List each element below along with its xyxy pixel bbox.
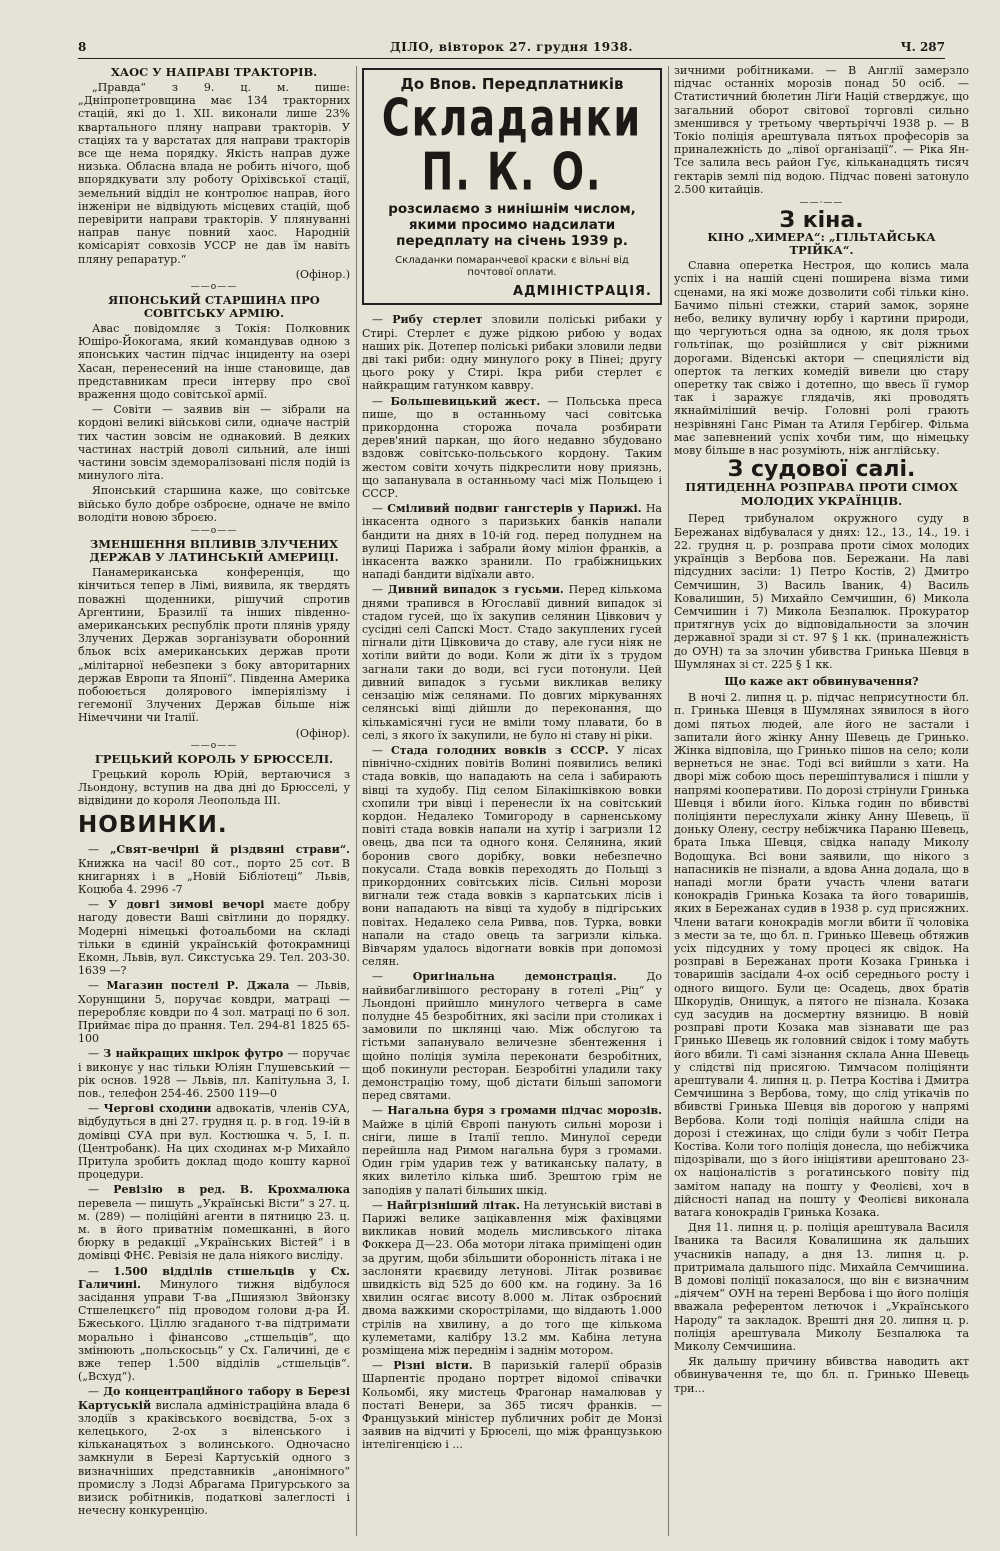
news-item-text: маєте добру нагоду довести Ваші світлини до порядку. Модерні німецькі фотоальбоми на складі тільки в єдиній українській фотокрамниці Екомн, Львів, вул. Сикстуська 29. Тел. 203-30. 1639 —? bbox=[78, 898, 350, 978]
news-item bbox=[78, 1102, 350, 1181]
item-dash: — bbox=[372, 1359, 394, 1373]
news-item-headline: До концентраційного табору в Березі Картуській bbox=[78, 1385, 350, 1412]
item-dash: — bbox=[88, 1385, 104, 1399]
news-item-text: зловили поліські рибаки у Стирі. Стерлет є дуже рідкою рибою у водах наших рік. Дотепер поліські рибаки зловили ледви дві такі риби: одну минулого року в Пінеі; другу цього року у Стирі. Ікра риби стерлет є найкращим гатунком каввру. bbox=[362, 313, 662, 393]
news-item-headline: Дивний випадок з гусьми. bbox=[387, 583, 564, 597]
news-item-text: — Польська преса пише, що в останньому часі совітська прикордонна сторожа почала розбирати дерев'яний паркан, що його недавно збудовано вздовж совітсько-польського кордону. Таким жестом совіти хочуть підкреслити нову приязнь, що запанувала в останньому часі між Польщею і СССР. bbox=[362, 394, 662, 501]
separator: ——o—— bbox=[190, 740, 238, 751]
article-paragraph: Перед трибуналом окружного суду в Бережанах відбувалася у днях: 12., 13., 14., 19. і 22. грудня ц. р. розправа проти сімох молодих українців з Вербова пов. Бережани. На лаві підсудних засіли: 1) Петро Костів, 2) Дмитро Семчишин, 3) Василь Іваник, 4) Василь Ковалишин, 5) Михайло Семчишин, 6) Микола Семчишин і 7) Микола Безпалюк. Прокуратор притягнув усіх до відповідальности за злочин державної зради зі ст. 97 § 1 кк. (приналежність до ОУН) та за злочин убивства Гринька Шевця в Шумлянах зі ст. 225 § 1 кк. bbox=[674, 512, 969, 671]
article-paragraph: Грецький король Юрій, вертаючися з Льондону, вступив на два дні до Брюсселі, у відвідини до короля Леопольда ІІІ. bbox=[78, 767, 350, 808]
news-item-headline: З найкращих шкірок футро bbox=[103, 1047, 284, 1061]
news-item bbox=[362, 1359, 662, 1451]
news-item-headline: У довгі зимові вечорі bbox=[108, 898, 265, 912]
news-item bbox=[362, 1199, 662, 1357]
news-item bbox=[362, 970, 662, 1102]
news-item bbox=[362, 583, 662, 741]
article-source: (Офінор.) bbox=[295, 267, 350, 281]
item-dash: — bbox=[88, 898, 109, 912]
news-item bbox=[78, 843, 350, 896]
article-paragraph: Дня 11. липня ц. р. поліція арештувала Василя Іваника та Василя Ковалишина як дальших учасників нападу, а дня 13. липня ц. р. притримала дальшого підс. Михайла Семчишина. В домові поліції показалося, що він є визначним „діячем“ ОУН на терені Вербова і що його поліція вважала референтом летючок і „Українського Народу“ та закладок. Врешті дня 20. липня ц. р. поліція арештувала Миколу Безпалюка та Миколу Семчишина. bbox=[674, 1221, 969, 1354]
subscription-notice-box bbox=[362, 68, 662, 305]
news-item-text: В паризькій галерії образів Шарпентіє продано портрет відомої співачки Кольомбі, яку мистець Фрагонар намалював у постаті Венери, за 365 тисяч франків. — Французький міністер публичних робіт де Монзі заявив на відчиті у Брюселі, що між французькою інтелігенцією і ... bbox=[362, 1359, 662, 1452]
news-item bbox=[78, 898, 350, 977]
issue-number: Ч. 287 bbox=[900, 40, 945, 54]
column-rule bbox=[668, 66, 669, 1536]
item-dash: — bbox=[372, 743, 392, 757]
column-right bbox=[674, 64, 969, 1544]
column-rule bbox=[356, 66, 357, 1536]
article-subheading: Що каже акт обвинувачення? bbox=[724, 674, 919, 688]
section-title-court: З судової салі. bbox=[727, 457, 916, 483]
news-item-text: перевела — пишуть „Українські Вісти“ з 27. ц. м. (289) — поліційні агенти в пятницю 23. ц. м. в його приватнім помешканні, в його бюрку в редакції „Українських Вістей“ і в домівці ФНЄ. Ревізія не дала ніякого висліду. bbox=[78, 1196, 350, 1263]
separator: ——·—— bbox=[799, 198, 844, 209]
article-paragraph: Як дальшу причину вбивства наводить акт обвинувачення те, що бл. п. Гринько Шевець три... bbox=[674, 1355, 969, 1395]
masthead-date: ДІЛО, вівторок 27. грудня 1938. bbox=[390, 40, 633, 54]
item-dash: — bbox=[88, 1264, 114, 1278]
news-item-text: Минулого тижня відбулося засідання управи Т-ва „Пшиязюл Звйонзку Стшелецкєго“ під проводом голови д-ра Й. Бжеського. Ціллю згаданого т-ва підтримати морально і фінансово „стшельців“, що змінюють „польскосьць“ у Сх. Галичині, де є вже тепер 1.500 відділів „стшельців“. („Всхуд“). bbox=[78, 1277, 350, 1384]
news-item-headline: Ревізію в ред. В. Крохмалюка bbox=[113, 1183, 350, 1197]
news-item-text: вислала адміністраційна влада 6 злодіїв з краківського воєвідства, 5-ох з келецького, 2-ох з віленського і кільканацятьох з волинського. Одночасно замкнули в Березі Картуській одного з визначніших представників „анонімного“ промислу з Лодзі Абрагама Пригурського за визиск робітників, податкові залеглості і нечесну конкуренцію. bbox=[78, 1398, 350, 1518]
item-dash: — bbox=[372, 1104, 388, 1118]
news-item bbox=[78, 979, 350, 1045]
article-title: ХАОС У НАПРАВІ ТРАКТОРІВ. bbox=[110, 65, 318, 79]
article-title: ЗМЕНШЕННЯ ВПЛИВІВ ЗЛУЧЕНИХ ДЕРЖАВ У ЛАТИНСЬКІЙ АМЕРИЦІ. bbox=[89, 537, 339, 565]
item-dash: — bbox=[372, 583, 388, 597]
separator: ——o—— bbox=[190, 282, 238, 293]
news-item-headline: Магазин постелі Р. Джала bbox=[106, 979, 290, 993]
news-item bbox=[78, 1047, 350, 1100]
news-item-text: адвокатів, членів СУА, відбудуться в дні 27. грудня ц. р. в год. 19-ій в домівці СУА при вул. Костюшка ч. 5, І. п. (Центробанк). На цих сходинах м-р Михайло Притула зробить доклад щодо кошту карної процедури. bbox=[78, 1102, 350, 1182]
news-item bbox=[362, 1104, 662, 1196]
news-item-headline: 1.500 відділів стшельців у Сх. Галичині. bbox=[78, 1264, 350, 1291]
news-item-headline: Стада голодних вовків з СССР. bbox=[391, 743, 609, 757]
news-item-text: Перед кількома днями трапився в Югославії дивний випадок зі стадом гусей, що їх закупив селянин Цівкович у сусідні селі Сапскі Мост. Стадо закуплених гусей пігнали діти Цівковича до ставу, але гуси ніяк не хотіли вийти до води. Коли ж діти їх з трудом загнали таки до води, всі гуси потонули. Цей дивний випадок з гусьми викликав велику сензацію між селянами. По довгих міркуваннях селянські віщі дійшли до переконання, що кількамісячні гуси не вміли тому плавати, бо в селі, з якого їх закупили, не було ні ставу ні ріки. bbox=[362, 583, 662, 742]
news-item-text: — Львів, Хорунщини 5, поручає ковдри, матраці — переробляє ковдри по 4 зол. матраці по 6 зол. Приймає піра до прання. Тел. 294-81 1825 65-100 bbox=[78, 979, 350, 1046]
column-middle bbox=[362, 64, 662, 1544]
item-dash: — bbox=[372, 394, 391, 408]
separator: ——o—— bbox=[190, 526, 238, 537]
news-item-headline: Найгрізніший літак. bbox=[386, 1198, 520, 1212]
news-item bbox=[362, 395, 662, 501]
article-paragraph: Славна оперетка Нестроя, що колись мала успіх і на нашій сцені поширена візма тими сценами, на які може дозволити собі тільки кіно. Бачимо пільні стежки, старий замок, зоряне небо, велику вуличну юрбу і картини природи, що чергуються одна за одною, як доля трьох гольтіпак, що розійшлися у світ ріжними дорогами. Віденські актори — специялісти від оперток та легких комедій вивели цю стару оперетку так свіжо і дотепно, що ввесь її гумор так і заражує глядачів, які проводять якнайміліший вечір. Головні ролі грають незрівняні Ганс Ріман та Атиля Гербігер. Фільма має запевнений успіх хочби тим, що німецьку мову більше в нас розуміють, ніж англійську. bbox=[674, 259, 969, 458]
article-title: ПЯТИДЕННА РОЗПРАВА ПРОТИ СІМОХ МОЛОДИХ УКРАЇНЦІВ. bbox=[685, 480, 958, 509]
news-item-headline: Різні вісти. bbox=[393, 1359, 473, 1373]
news-item-text: — поручає і виконує у нас тільки Юліян Глушевський — рік основ. 1928 — Львів, пл. Капітульна 3, І. пов., телефон 254-46. 2500 119—0 bbox=[78, 1047, 350, 1100]
news-item-headline: Большевицький жест. bbox=[390, 394, 541, 408]
news-item-headline: „Свят-вечірні й різдвяні страви“. bbox=[110, 843, 350, 857]
article-paragraph: „Правда“ з 9. ц. м. пише: „Дніпропетровщина має 134 тракторних стацій, які до 1. ХІІ. виконали лише 23% квартального пляну направи тракторів. У стаціях та у варстатах для направи тракторів все ще нема порядку. Якість направ дуже низька. Обласна влада не робить нічого, щоб впорядкувати злу роботу Оріхівської стації, земельний відділ не контролює направ, його інженіри не відвідують місцевих стацій, щоб перевірити направи тракторів. У плянуванні направ панує повний хаос. Народній комісаріят совхозів УССР не дав їм навіть пляну репаратур.“ bbox=[78, 81, 350, 266]
news-item-text: У лісах північно-східних повітів Волині появились великі стада вовків, що нападають на села і забирають вівці та худобу. Під селом Білакішківкою вовки схопили три вівці і перенесли їх на совітський кордон. Недалеко Томигороду в сарненському повіті стада вовків напали на хутір і загризли 12 овець, два пси та одного коня. Селянина, який боронив свого дорібку, вовки небезпечно покусали. Стада вовків переходять до Польщі з прикордонних совітських лісів. Сильні морози вигнали теж стада вовків з карпатських лісів і вони нападають на вівці та худобу в підгірських повітах. Недалеко села Ривва, пов. Турка, вовки напали на стадо овець та загризли кілька. Вівчарям удалось відогнати вовків при допомозі селян. bbox=[362, 743, 662, 969]
news-item-text: На летунській виставі в Парижі велике зацікавлення між фахівцями викликав новий модель мисливського літака Фоккера Д—23. Оба мотори літака приміщені один за другим, щоби збільшити оборонність літака і не заслоняти краєвиду летунові. Літак розвиває швидкість від 525 до 600 км. на годину. За 16 хвилин осягає висоту 8.000 м. Літак озброєний двома важкими скорострілами, що віддають 1.000 стрілів на хвилину, а до того ще кількома кулеметами, калібру 13.2 мм. Кабіна летуна розміщена між переднім і заднім мотором. bbox=[362, 1198, 662, 1358]
article-paragraph: Авас повідомляє з Токія: Полковник Юшіро-Йокогама, який командував одною з японських частин підчас інциденту на озері Хасан, перенесений на інше становище, дав представникам преси інтерву про свої враження щодо совітської армії. bbox=[78, 322, 350, 402]
news-item-text: До найвибагливішого ресторану в готелі „Ріц“ у Льондоні прийшло минулого четверга в саме полудне 45 безробітних, які засіли при столиках і замовили по шклянці чаю. Між обслугою та гістьми запанувало величезне збентеження і щойно поліція зуміла переконати безробітних, щоб покинули ресторан. Безробітні уладили таку демонстрацію тому, щоб дістати більші запомоги перед святами. bbox=[362, 970, 662, 1103]
news-item bbox=[78, 1265, 350, 1384]
item-dash: — bbox=[88, 979, 107, 993]
news-item-text: На інкасента одного з паризьких банків напали бандити на днях в 10-ій год. перед полуднем на вулиці Парижа і забрали йому міліон франків, а інкасента важко зранили. По грабіжницьких нападі бандити відїхали авто. bbox=[362, 502, 662, 582]
page-header bbox=[78, 38, 945, 59]
article-title: КІНО „ХИМЕРА“: „ГІЛЬТАЙСЬКА ТРІЙКА“. bbox=[707, 230, 936, 258]
section-title-novynky: НОВИНКИ. bbox=[78, 812, 228, 839]
news-item bbox=[362, 744, 662, 968]
article-paragraph: — Совіти — заявив він — зібрали на кордоні великі військові сили, одначе настрій тих частин зовсім не однаковий. В деяких частинах настрій доволі сильний, але інші частини зовсім здеморалізовані після подій із минулого літа. bbox=[78, 403, 350, 483]
news-item bbox=[362, 502, 662, 581]
item-dash: — bbox=[372, 313, 393, 327]
page-number: 8 bbox=[78, 40, 87, 54]
article-paragraph: В ночі 2. липня ц. р. підчас неприсутности бл. п. Гринька Шевця в Шумлянах зявилося в його домі пятьох людей, але його не застали і запитали його жінку Анну Шевець де Гринько. Жінка відповіла, що Гринько пішов на село; коли вернеться не знає. Тоді всі вийшли з хати. На дворі між собою щось перешіптувалися і пішли у напрямі кооперативи. По дорозі стрінули Гринька Шевця і вбили його. Кілька годин по вбивстві поліціянти переслухали жінку Анну Шевець, її доньку Олену, сестру небіжчика Параню Шевець, брата Ілька Шевця, свідка нападу Миколу Водощука. Всі вони заявили, що нікого з напасників не пізнали, а вдова Анна додала, що в нападі могли брати участь члени ватаги конокрадів Гринька Козака та його товаришів, яких в Бережанах судив в 1938 р. суд присяжних. Члени ватаги конокрадів могли вбити її чоловіка з мести за те, що бл. п. Гринько Шевець обтяжив усіх підсудних у тому процесі як свідок. На розправі в Бережанах проти Козака Гринька і товаришів засідали 4-ох осіб середнього росту і одного вищого. Були це: Осадець, двох братів Шкорудів, Онищук, а пятого не пізнала. Козака суд засудив на досмертну вязницю. В новій розправі проти Козака мав зізнавати ще раз Гринько Шевець як головний свідок і тому мабуть його вбили. Ті самі зізнання склала Анна Шевець у слідстві під присягою. Тимчасом поліціянти арештували 4. липня ц. р. Петра Костіва і Дмитра Семчишина з Вербова, тому, що слід утікачів по вбивстві Гринька Шевця вів дорогою у напрямі Вербова. Коли тоді поліція найшла сліди на дорозі і стежинах, що сліди були з чобіт Петра Костіва. Коли того поліція донесла, що небіжчика підозрівали, що з його ініціятиви арештовано 23-ох націоналістів з рогатинського повіту під замітом нападу на пошту у Феолієві, хоч в дійсності напад на пошту у Феолієві виконала ватага конокрадів Гринька Козака. bbox=[674, 691, 969, 1220]
item-dash: — bbox=[372, 970, 413, 984]
article-title: ГРЕЦЬКИЙ КОРОЛЬ У БРЮССЕЛІ. bbox=[94, 751, 334, 766]
article-source: (Офінор). bbox=[295, 726, 350, 740]
item-dash: — bbox=[88, 1102, 104, 1116]
news-items-list bbox=[78, 843, 350, 1517]
news-item bbox=[78, 1385, 350, 1517]
item-dash: — bbox=[372, 1198, 387, 1212]
item-dash: — bbox=[372, 502, 388, 516]
news-item-headline: Рибу стерлет bbox=[392, 313, 483, 327]
news-item bbox=[78, 1183, 350, 1262]
news-item-text: Майже в цілій Європі панують сильні морози і сніги, лише в Італії тепло. Минулої середи перейшла над Римом нагальна буря з громами. Один грім ударив теж у ватиканську палату, в яких вилетіло кілька шиб. Зрештою грім не заподіяв у палаті більших шкід. bbox=[362, 1117, 662, 1197]
article-paragraph: Панамериканська конференція, що кінчиться тепер в Лімі, виявила, як твердять поважні щоденники, рішучий спротив Аргентини, Бразилії та інших південно-американських республік проти плянів уряду Злучених Держав зорганізувати оборонний бльок всіх американських держав проти „мілітарної небезпеки з боку авторитарних держав Европи та Японії“. Південна Америка побоюється долярового імперіялізму і гегемонії Злучених Держав більше ніж Німеччини чи Італії. bbox=[78, 566, 350, 725]
news-item-headline: Нагальна буря з громами підчас морозів. bbox=[387, 1104, 662, 1118]
news-items-list bbox=[362, 313, 662, 1451]
news-item-headline: Чергові сходини bbox=[103, 1102, 212, 1116]
notice-signature: АДМІНІСТРАЦІЯ. bbox=[513, 284, 652, 300]
news-item-headline: Сміливий подвиг гангстерів у Парижі. bbox=[387, 502, 642, 516]
notice-heading: До Впов. Передплатників bbox=[400, 75, 624, 93]
news-item-text: Книжка на часі! 80 сот., порто 25 сот. В книгарнях і в „Новій Бібліотеці“ Львів, Коцюба 4. 2996 -7 bbox=[78, 856, 350, 896]
news-item bbox=[362, 313, 662, 392]
notice-body: розсилаємо з нинішнім числом, якими просимо надсилати передплату на січень 1939 р. bbox=[388, 201, 636, 250]
article-paragraph: Японський старшина каже, що совітське військо було добре озброєне, одначе не вміло володіти новою зброєю. bbox=[78, 484, 350, 524]
item-dash: — bbox=[88, 1047, 104, 1061]
column-left bbox=[78, 64, 350, 1544]
news-item-headline: Оригінальна демонстрація. bbox=[412, 970, 617, 984]
item-dash: — bbox=[88, 1183, 114, 1197]
article-title: ЯПОНСЬКИЙ СТАРШИНА ПРО СОВІТСЬКУ АРМІЮ. bbox=[108, 293, 320, 321]
section-title-kino: З кіна. bbox=[779, 208, 864, 234]
article-paragraph: зичними робітниками. — В Англії замерзло підчас останніх морозів понад 50 осіб. — Статистичний бюлетин Ліґи Націй стверджує, що загальний оборот світової торговлі сильно зменшився у третьому чвертьріччі 1938 р. — В Токіо поліція арештувала пятьох професорів за приналежність до „лівої організації“. — Ріка Ян-Тсе залила весь район Гує, кільканадцять тисяч гектарів землі під водою. Підчас повені затонуло 2.500 китайців. bbox=[674, 64, 969, 196]
item-dash: — bbox=[88, 843, 111, 857]
notice-title: Складанки П. К. О. bbox=[381, 88, 643, 202]
notice-note: Складанки помаранчевої краски є вільні від почтової оплати. bbox=[395, 255, 629, 279]
